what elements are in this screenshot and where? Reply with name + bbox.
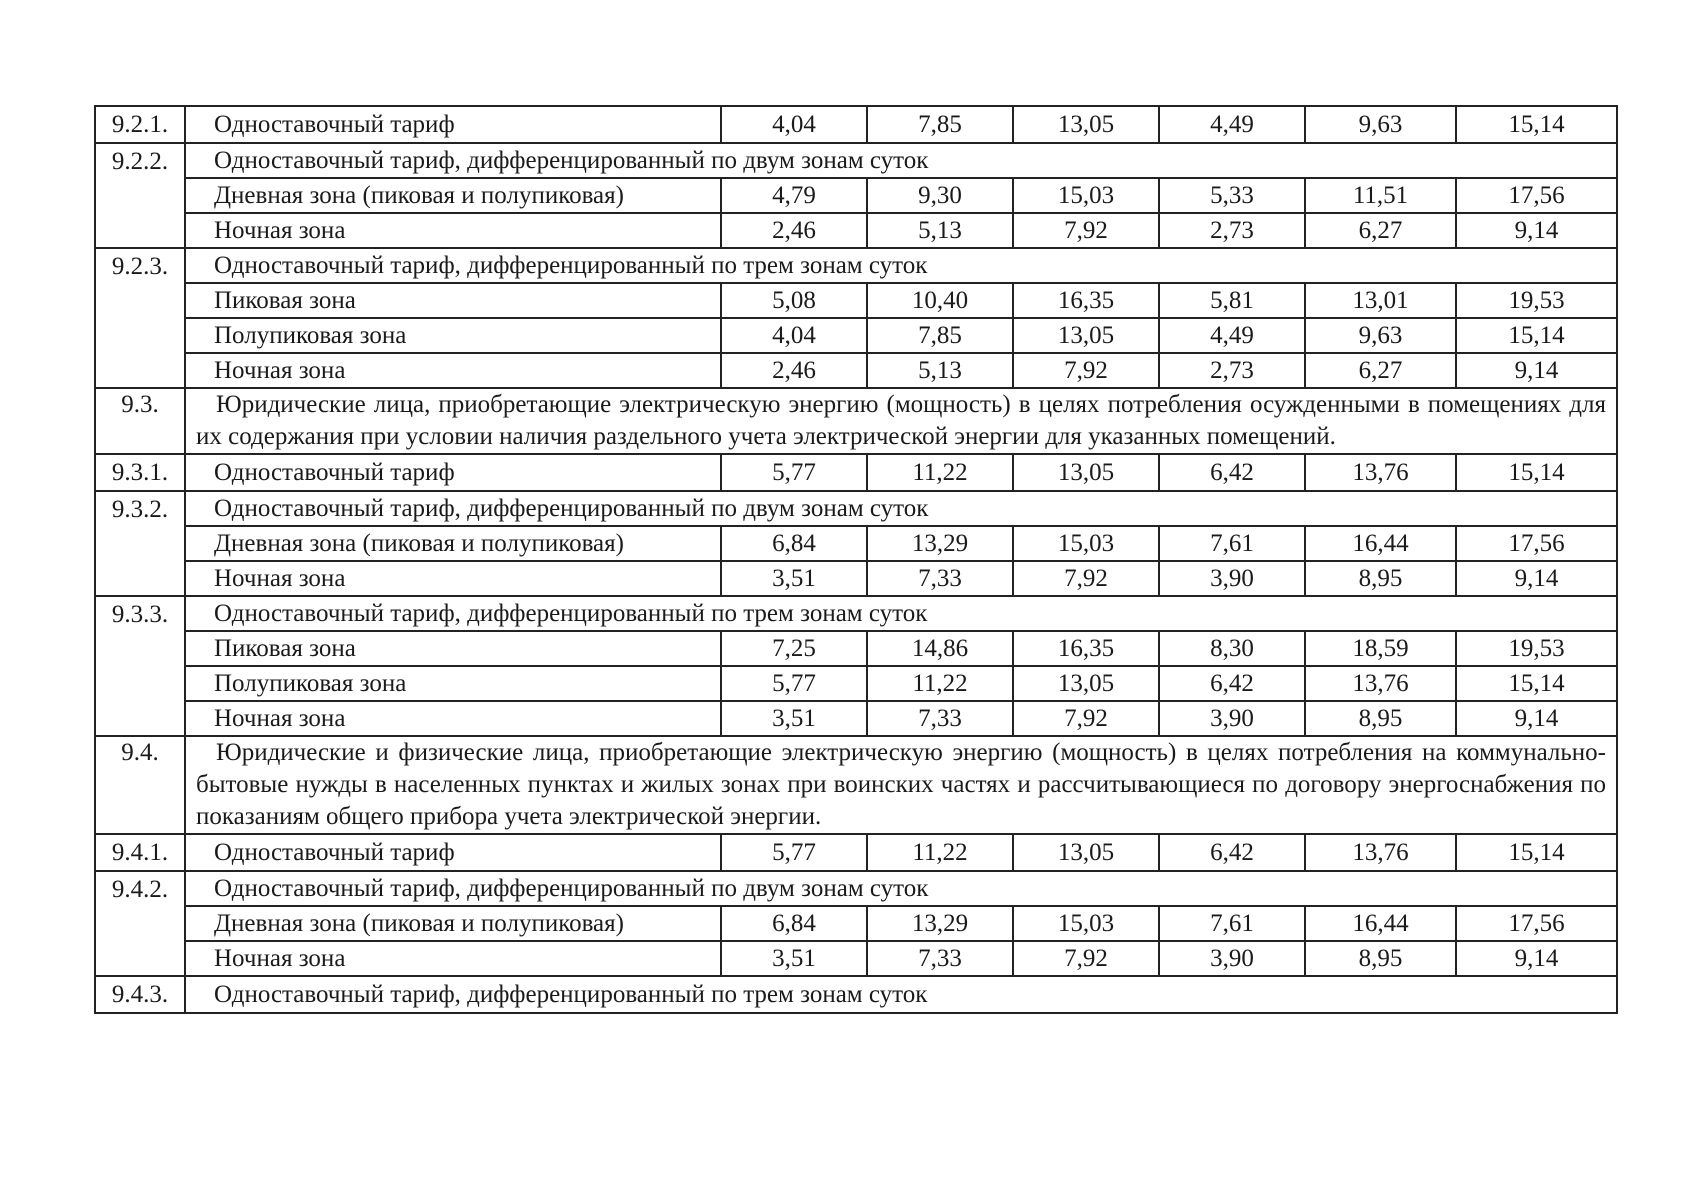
row-number: 9.2.1. <box>95 106 185 143</box>
tariff-value-cell: 15,14 <box>1456 666 1617 701</box>
tariff-value-cell: 15,03 <box>1013 178 1159 213</box>
table-row <box>95 353 1617 388</box>
tariff-value-cell: 19,53 <box>1456 283 1617 318</box>
table-row <box>95 143 1617 178</box>
tariff-value-cell: 15,14 <box>1456 106 1617 143</box>
tariff-value-cell: 4,49 <box>1159 106 1305 143</box>
group-heading: Одноставочный тариф, дифференцированный по двум зонам суток <box>185 143 1617 178</box>
row-number: 9.4.3. <box>95 976 185 1013</box>
table-row <box>95 631 1617 666</box>
tariff-value-cell: 2,46 <box>721 353 867 388</box>
tariff-value-cell: 7,61 <box>1159 526 1305 561</box>
tariff-value-cell: 16,44 <box>1305 906 1456 941</box>
tariff-value-cell: 9,14 <box>1456 941 1617 976</box>
tariff-value-cell: 15,03 <box>1013 906 1159 941</box>
tariff-value-cell: 9,14 <box>1456 353 1617 388</box>
row-number: 9.3.2. <box>95 491 185 596</box>
tariff-value-cell: 2,73 <box>1159 213 1305 248</box>
tariff-value-cell: 5,81 <box>1159 283 1305 318</box>
tariff-value-cell: 15,03 <box>1013 526 1159 561</box>
tariff-value-cell: 9,14 <box>1456 561 1617 596</box>
row-number: 9.4.2. <box>95 871 185 976</box>
table-row <box>95 906 1617 941</box>
tariff-value-cell: 7,92 <box>1013 941 1159 976</box>
table-row <box>95 976 1617 1013</box>
table-row <box>95 561 1617 596</box>
tariff-value-cell: 17,56 <box>1456 526 1617 561</box>
tariff-value-cell: 4,49 <box>1159 318 1305 353</box>
table-row <box>95 491 1617 526</box>
tariff-value-cell: 8,95 <box>1305 701 1456 736</box>
row-number: 9.3.3. <box>95 596 185 736</box>
tariff-value-cell: 18,59 <box>1305 631 1456 666</box>
group-heading: Одноставочный тариф, дифференцированный по трем зонам суток <box>185 596 1617 631</box>
row-label: Ночная зона <box>185 561 721 596</box>
tariff-value-cell: 13,01 <box>1305 283 1456 318</box>
table-row <box>95 106 1617 143</box>
tariff-value-cell: 7,61 <box>1159 906 1305 941</box>
row-number: 9.4.1. <box>95 834 185 871</box>
section-description <box>185 736 1617 834</box>
tariff-value-cell: 2,73 <box>1159 353 1305 388</box>
row-label: Дневная зона (пиковая и полупиковая) <box>185 526 721 561</box>
tariff-value-cell: 3,51 <box>721 701 867 736</box>
row-label: Одноставочный тариф <box>185 834 721 871</box>
tariff-value-cell: 15,14 <box>1456 318 1617 353</box>
tariff-value-cell: 8,95 <box>1305 561 1456 596</box>
tariff-value-cell: 11,22 <box>867 834 1013 871</box>
tariff-value-cell: 4,79 <box>721 178 867 213</box>
row-label: Одноставочный тариф <box>185 106 721 143</box>
tariff-value-cell: 11,51 <box>1305 178 1456 213</box>
tariff-value-cell: 5,13 <box>867 213 1013 248</box>
tariff-value-cell: 6,42 <box>1159 834 1305 871</box>
tariff-value-cell: 13,05 <box>1013 318 1159 353</box>
tariff-value-cell: 16,35 <box>1013 631 1159 666</box>
row-label: Дневная зона (пиковая и полупиковая) <box>185 178 721 213</box>
table-row <box>95 248 1617 283</box>
tariff-value-cell: 7,92 <box>1013 213 1159 248</box>
tariff-value-cell: 6,84 <box>721 906 867 941</box>
tariff-value-cell: 11,22 <box>867 666 1013 701</box>
tariff-value-cell: 19,53 <box>1456 631 1617 666</box>
row-label: Ночная зона <box>185 941 721 976</box>
section-description-text: Юридические и физические лица, приобретающие электрическую энергию (мощность) в целях потребления на коммунально-бытовые нужды в населенных пунктах и жилых зонах при воинских частях и рассчитывающиеся по договору энергоснабжения по показаниям общего прибора учета электрической энергии. <box>196 739 1606 830</box>
row-label: Пиковая зона <box>185 631 721 666</box>
table-row <box>95 701 1617 736</box>
tariff-value-cell: 6,27 <box>1305 213 1456 248</box>
tariff-value-cell: 5,77 <box>721 454 867 491</box>
table-row <box>95 283 1617 318</box>
tariff-table-body <box>95 106 1617 1013</box>
row-number: 9.3. <box>95 388 185 454</box>
tariff-value-cell: 4,04 <box>721 106 867 143</box>
tariff-value-cell: 13,76 <box>1305 834 1456 871</box>
table-row <box>95 736 1617 834</box>
row-label: Полупиковая зона <box>185 666 721 701</box>
row-label: Пиковая зона <box>185 283 721 318</box>
tariff-value-cell: 17,56 <box>1456 178 1617 213</box>
tariff-value-cell: 7,92 <box>1013 701 1159 736</box>
tariff-value-cell: 8,30 <box>1159 631 1305 666</box>
tariff-value-cell: 13,76 <box>1305 454 1456 491</box>
group-heading: Одноставочный тариф, дифференцированный по двум зонам суток <box>185 871 1617 906</box>
table-row <box>95 318 1617 353</box>
tariff-value-cell: 13,05 <box>1013 666 1159 701</box>
group-heading: Одноставочный тариф, дифференцированный по трем зонам суток <box>185 976 1617 1013</box>
tariff-value-cell: 5,77 <box>721 834 867 871</box>
tariff-value-cell: 6,84 <box>721 526 867 561</box>
tariff-value-cell: 7,25 <box>721 631 867 666</box>
tariff-value-cell: 5,77 <box>721 666 867 701</box>
tariff-value-cell: 13,29 <box>867 906 1013 941</box>
tariff-value-cell: 8,95 <box>1305 941 1456 976</box>
tariff-value-cell: 4,04 <box>721 318 867 353</box>
table-row <box>95 178 1617 213</box>
tariff-value-cell: 10,40 <box>867 283 1013 318</box>
tariff-value-cell: 14,86 <box>867 631 1013 666</box>
section-description <box>185 388 1617 454</box>
table-row <box>95 388 1617 454</box>
section-description-text: Юридические лица, приобретающие электрическую энергию (мощность) в целях потребления осужденными в помещениях для их содержания при условии наличия раздельного учета электрической энергии для указанных помещений. <box>196 391 1606 450</box>
tariff-value-cell: 13,76 <box>1305 666 1456 701</box>
tariff-value-cell: 7,33 <box>867 701 1013 736</box>
tariff-table <box>94 105 1618 1014</box>
table-row <box>95 454 1617 491</box>
tariff-value-cell: 7,85 <box>867 106 1013 143</box>
tariff-value-cell: 15,14 <box>1456 454 1617 491</box>
tariff-value-cell: 3,51 <box>721 941 867 976</box>
tariff-value-cell: 6,27 <box>1305 353 1456 388</box>
row-label: Ночная зона <box>185 701 721 736</box>
row-number: 9.2.3. <box>95 248 185 388</box>
tariff-value-cell: 13,05 <box>1013 106 1159 143</box>
tariff-value-cell: 16,35 <box>1013 283 1159 318</box>
group-heading: Одноставочный тариф, дифференцированный по трем зонам суток <box>185 248 1617 283</box>
table-row <box>95 596 1617 631</box>
row-label: Ночная зона <box>185 213 721 248</box>
tariff-value-cell: 16,44 <box>1305 526 1456 561</box>
tariff-value-cell: 9,63 <box>1305 106 1456 143</box>
table-row <box>95 213 1617 248</box>
tariff-value-cell: 7,33 <box>867 941 1013 976</box>
table-row <box>95 666 1617 701</box>
table-row <box>95 871 1617 906</box>
tariff-value-cell: 7,85 <box>867 318 1013 353</box>
tariff-value-cell: 5,08 <box>721 283 867 318</box>
tariff-value-cell: 5,33 <box>1159 178 1305 213</box>
tariff-value-cell: 3,90 <box>1159 941 1305 976</box>
row-label: Полупиковая зона <box>185 318 721 353</box>
row-label: Дневная зона (пиковая и полупиковая) <box>185 906 721 941</box>
tariff-value-cell: 9,30 <box>867 178 1013 213</box>
tariff-value-cell: 5,13 <box>867 353 1013 388</box>
tariff-value-cell: 7,92 <box>1013 561 1159 596</box>
tariff-value-cell: 2,46 <box>721 213 867 248</box>
tariff-value-cell: 3,51 <box>721 561 867 596</box>
table-row <box>95 526 1617 561</box>
tariff-value-cell: 9,14 <box>1456 213 1617 248</box>
tariff-value-cell: 6,42 <box>1159 666 1305 701</box>
group-heading: Одноставочный тариф, дифференцированный по двум зонам суток <box>185 491 1617 526</box>
tariff-value-cell: 13,05 <box>1013 454 1159 491</box>
tariff-value-cell: 7,92 <box>1013 353 1159 388</box>
tariff-value-cell: 3,90 <box>1159 701 1305 736</box>
tariff-value-cell: 6,42 <box>1159 454 1305 491</box>
table-row <box>95 941 1617 976</box>
row-number: 9.4. <box>95 736 185 834</box>
tariff-value-cell: 9,14 <box>1456 701 1617 736</box>
tariff-value-cell: 3,90 <box>1159 561 1305 596</box>
tariff-value-cell: 9,63 <box>1305 318 1456 353</box>
row-label: Ночная зона <box>185 353 721 388</box>
tariff-value-cell: 15,14 <box>1456 834 1617 871</box>
row-number: 9.2.2. <box>95 143 185 248</box>
tariff-value-cell: 13,29 <box>867 526 1013 561</box>
tariff-value-cell: 7,33 <box>867 561 1013 596</box>
row-label: Одноставочный тариф <box>185 454 721 491</box>
table-row <box>95 834 1617 871</box>
row-number: 9.3.1. <box>95 454 185 491</box>
tariff-value-cell: 11,22 <box>867 454 1013 491</box>
tariff-value-cell: 17,56 <box>1456 906 1617 941</box>
tariff-value-cell: 13,05 <box>1013 834 1159 871</box>
